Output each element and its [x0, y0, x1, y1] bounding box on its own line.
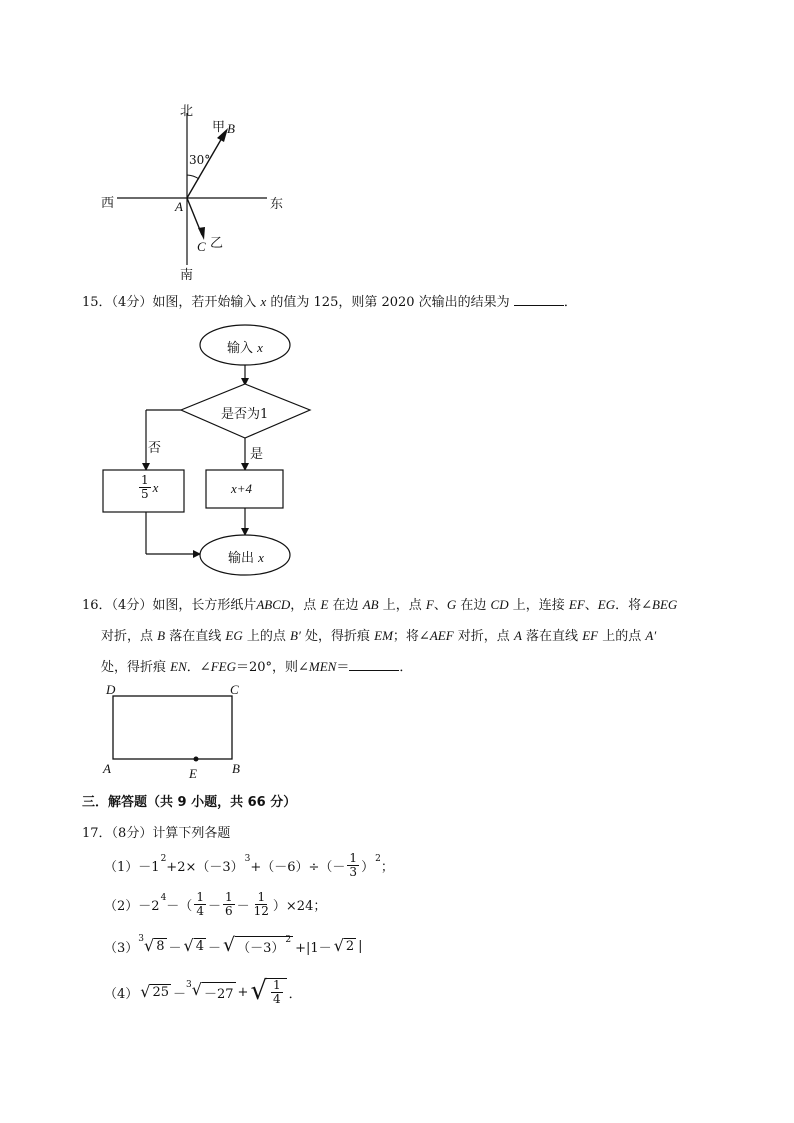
q17-p1-b: +2×（－3）	[166, 860, 244, 875]
q16-en: EN	[170, 659, 187, 674]
q16-l2a: 对折，点	[101, 629, 154, 644]
q17-p4-fd: 4	[273, 992, 281, 1006]
q17-p4-m1: －	[173, 986, 187, 1002]
q16-b: B	[157, 628, 166, 643]
q17-p2-a: －2	[138, 899, 160, 914]
q17-p4-fn: 1	[273, 978, 281, 992]
q16-l1f: 上，连接	[512, 598, 565, 613]
q17-p2-c: ）×24；	[272, 899, 327, 914]
q16-eg2: EG	[225, 628, 243, 643]
q17-p3-m1: －	[168, 940, 182, 956]
q16-answer-blank[interactable]	[349, 658, 399, 671]
q16-ab: AB	[362, 597, 379, 612]
q16-ef2: EF	[582, 628, 599, 643]
q17-p2-label: （2）	[104, 899, 139, 914]
q17-p3-cbrt-8: √ 8	[144, 936, 165, 955]
q17-p2-f2d: 6	[224, 904, 233, 918]
section-heading: 三．解答题（共 9 小题，共 66 分）	[82, 795, 297, 810]
q16-l3d: ＝	[336, 660, 350, 675]
q17-p2-m1: －	[207, 899, 221, 914]
q17-p2-a-exp: 4	[160, 892, 167, 903]
q17-p4-r2: －27	[202, 982, 236, 1002]
q15-answer-blank[interactable]	[514, 293, 564, 306]
q17-p2-f1n: 1	[196, 890, 204, 904]
q16-ef: EF	[568, 597, 585, 612]
q16-l1c: 在边	[332, 598, 359, 613]
flow-fraction	[139, 474, 151, 501]
rect-label-b: B	[232, 761, 240, 776]
flow-output-text: 输出	[228, 551, 255, 566]
q16-line3	[101, 656, 412, 675]
q17-p2-f3d: 12	[253, 904, 269, 918]
q15-end: ．	[563, 295, 577, 310]
q15-text	[82, 291, 577, 310]
q17-p3-r2: 4	[195, 939, 204, 954]
q17-p1-num: 1	[349, 851, 358, 865]
q16-l1a: 16．（4分）如图，长方形纸片	[82, 598, 257, 613]
q17-p2-f3n: 1	[257, 890, 266, 904]
q17-p4-sqrt-quarter: √ $\frac{1}{4}$	[250, 978, 286, 1006]
q16-l2f: 对折，点	[457, 629, 510, 644]
q16-l2d: 处，得折痕	[304, 629, 370, 644]
label-point-b: B	[227, 121, 235, 136]
flow-output-var: x	[258, 550, 264, 565]
flow-yes-label: 是	[250, 447, 264, 462]
q16-a: A	[513, 628, 522, 643]
q16-l1b: ，点	[290, 598, 317, 613]
label-south: 南	[180, 268, 194, 283]
q17-p1-a: －1	[138, 860, 160, 875]
q16-line2	[101, 625, 656, 644]
flow-frac-num: 1	[141, 473, 149, 487]
angle-arc	[187, 175, 199, 179]
q16-l1g: ．将∠	[615, 598, 653, 613]
rect-label-a: A	[103, 761, 111, 776]
q15-part2: 的值为 125，则第 2020 次输出的结果为	[270, 295, 510, 310]
q17-part4	[104, 978, 302, 1006]
q17-p1-label: （1）	[104, 860, 139, 875]
q16-l2h: 上的点	[602, 629, 642, 644]
q17-p1-b-exp: 3	[244, 853, 251, 864]
q16-men: MEN	[308, 659, 337, 674]
q17-p2-frac3	[252, 891, 271, 918]
flow-no-label: 否	[148, 441, 162, 456]
q17-p4-label: （4）	[104, 986, 139, 1002]
q16-beg: BEG	[652, 597, 678, 612]
q17-p3-sqrt-neg3-sq: √ （－3） 2	[223, 934, 292, 956]
q17-p2-f1d: 4	[196, 904, 204, 918]
q17-p2-frac1	[194, 891, 206, 918]
q15-part1: 15．（4分）如图，若开始输入	[82, 295, 257, 310]
compass-diagram	[95, 95, 295, 280]
label-north: 北	[180, 104, 194, 119]
q16-l2g: 落在直线	[526, 629, 579, 644]
q16-end: ．	[399, 660, 413, 675]
q16-line1	[82, 594, 677, 613]
q16-l3b: ．∠	[186, 660, 211, 675]
q16-em: EM	[374, 628, 393, 643]
q16-l2c: 上的点	[246, 629, 286, 644]
q16-l1e: 在边	[460, 598, 487, 613]
q16-l1d: 上，点	[382, 598, 422, 613]
flow-decision-label: 是否为1	[221, 407, 269, 422]
q17-part1	[104, 852, 394, 879]
rect-label-c: C	[230, 682, 239, 697]
q17-p3-r1: 8	[156, 939, 165, 954]
q17-p4-plus: +	[237, 984, 249, 1000]
q17-p4-frac	[271, 979, 283, 1006]
q16-feg: FEG	[210, 659, 236, 674]
q17-p3-root-index: 3	[138, 934, 145, 944]
label-angle: 30°	[189, 153, 211, 167]
q17-p2-f2n: 1	[224, 890, 233, 904]
q17-p3-r4: 2	[345, 939, 355, 954]
q17-p3-sqrt-2: √ 2	[333, 936, 355, 955]
q16-eg: EG	[597, 597, 616, 612]
q17-p4-r1: 25	[152, 985, 170, 1000]
q16-cd: CD	[490, 597, 509, 612]
q17-p1-den: 3	[349, 865, 358, 879]
q17-p1-d-exp: 2	[375, 853, 381, 864]
q17-title: 17．（8分）计算下列各题	[82, 826, 231, 841]
q16-l3c: ＝20°，则∠	[235, 660, 309, 675]
label-jia: 甲	[212, 120, 226, 135]
q16-f: F	[425, 597, 434, 612]
q17-part3	[104, 936, 363, 956]
q17-p2-frac2	[223, 891, 235, 918]
q16-aef: AEF	[429, 628, 454, 643]
q16-g: G	[446, 597, 457, 612]
q17-p3-d: |	[358, 938, 363, 954]
rect-label-e: E	[189, 766, 197, 781]
q16-sep2: 、	[584, 598, 598, 613]
q17-p3-m2: －	[208, 940, 222, 956]
flow-input-label	[227, 337, 263, 356]
q17-p2-b: －（	[166, 899, 193, 914]
flow-input-text: 输入	[227, 341, 254, 356]
flow-frac-var: x	[152, 479, 159, 495]
q16-sep1: 、	[433, 598, 447, 613]
q17-p4-end: ．	[288, 986, 302, 1002]
rectangle-diagram	[110, 693, 240, 765]
q17-part2	[104, 891, 326, 918]
q17-p1-end: ；	[380, 860, 394, 875]
flow-frac-den: 5	[141, 487, 149, 501]
flowchart-diagram	[95, 318, 325, 583]
q17-p3-c: +|1－	[295, 940, 332, 956]
q17-p4-root-index: 3	[186, 980, 192, 990]
point-e	[194, 757, 199, 762]
q16-bp: B′	[290, 628, 301, 643]
label-west: 西	[101, 196, 115, 211]
q17-p3-sqrt-4: √ 4	[183, 936, 204, 955]
q16-l2b: 落在直线	[169, 629, 222, 644]
q16-l2e: ；将∠	[392, 629, 430, 644]
flow-add-four-label: x+4	[231, 481, 253, 496]
q17-p4-cbrt-neg27: √ －27	[191, 980, 234, 1002]
flow-divide-five-label	[137, 474, 158, 501]
label-yi: 乙	[210, 236, 224, 251]
q17-p1-a-exp: 2	[160, 853, 167, 864]
q16-abcd: ABCD	[256, 597, 291, 612]
rectangle-abcd	[113, 696, 232, 759]
flow-input-var: x	[257, 340, 263, 355]
flow-output-label	[228, 547, 264, 566]
label-east: 东	[270, 197, 284, 212]
q15-var: x	[260, 294, 267, 309]
q17-p4-sqrt-25: √ 25	[140, 982, 170, 1001]
q16-e: E	[320, 597, 329, 612]
q16-l3a: 处，得折痕	[101, 660, 167, 675]
rect-label-d: D	[106, 682, 116, 697]
q17-p3-r3-exp: 2	[285, 934, 292, 945]
label-point-c: C	[197, 239, 206, 254]
label-point-a: A	[175, 199, 183, 214]
q16-ap: A′	[645, 628, 657, 643]
q17-p1-d: ）	[361, 860, 375, 875]
q17-p1-c: +（－6）÷（－	[250, 860, 346, 875]
q17-p3-r3: （－3）	[237, 941, 285, 956]
q17-p3-label: （3）	[104, 940, 139, 956]
q17-p2-m2: －	[236, 899, 250, 914]
q17-p1-fraction	[347, 852, 359, 879]
